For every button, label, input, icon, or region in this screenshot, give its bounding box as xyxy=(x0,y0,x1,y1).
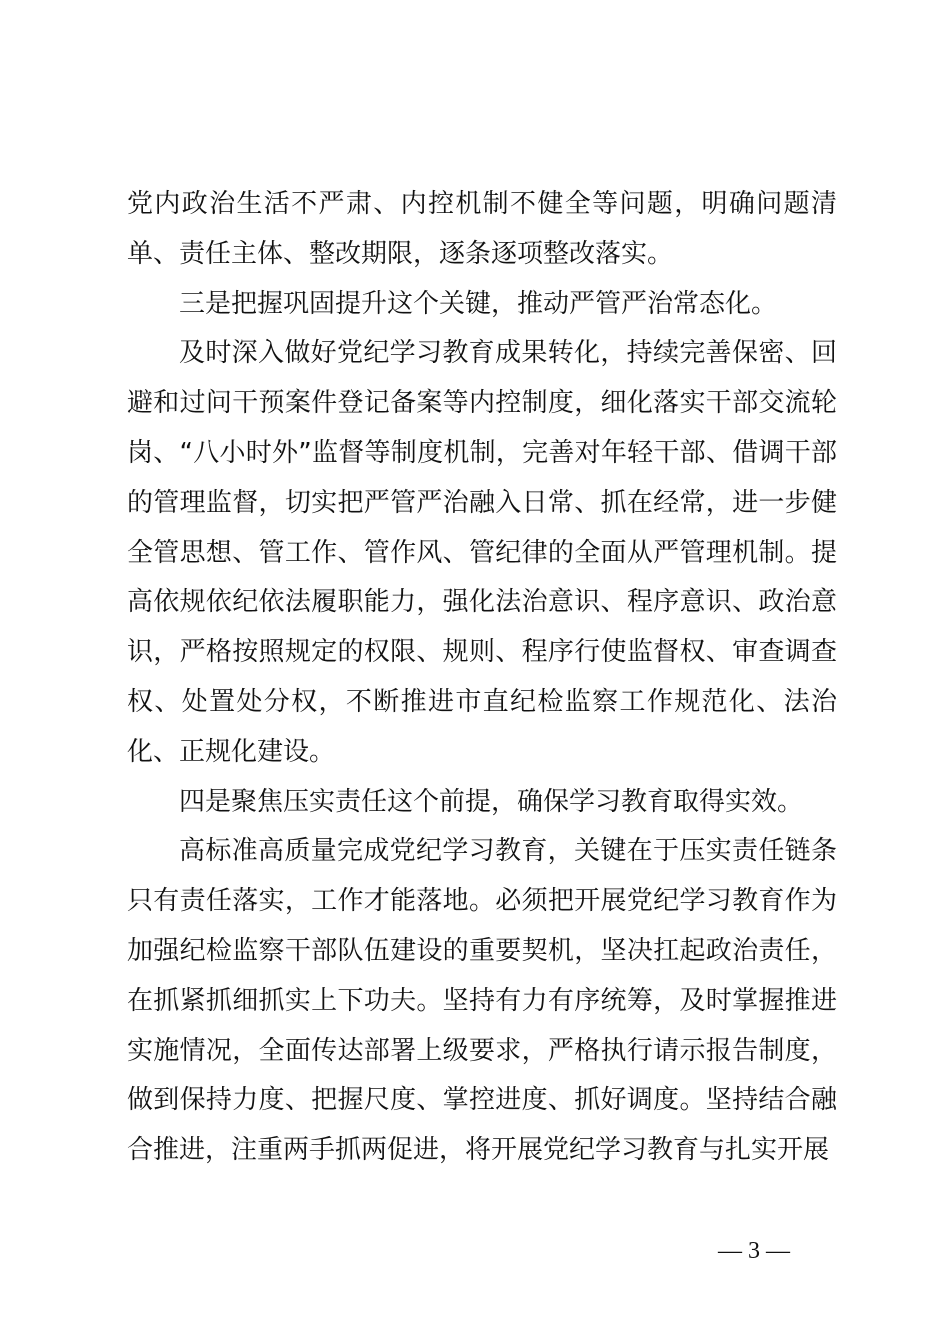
paragraph-continued: 党内政治生活不严肃、内控机制不健全等问题，明确问题清单、责任主体、整改期限，逐条逐项整改落实。 xyxy=(127,189,837,269)
body-text xyxy=(127,180,837,1176)
heading-point-three: 三是把握巩固提升这个关键，推动严管严治常态化。 xyxy=(179,288,778,319)
page-number: — 3 — xyxy=(718,1238,790,1264)
paragraph-point-three-body: 及时深入做好党纪学习教育成果转化，持续完善保密、回避和过问干预案件登记备案等内控制度，细化落实干部交流轮岗、“八小时外”监督等制度机制，完善对年轻干部、借调干部的管理监督，切实把严管严治融入日常、抓在经常，进一步健全管思想、管工作、管作风、管纪律的全面从严管理机制。提高依规依纪依法履职能力，强化法治意识、程序意识、政治意识，严格按照规定的权限、规则、程序行使监督权、审查调查权、处置处分权，不断推进市直纪检监察工作规范化、法治化、正规化建设。 xyxy=(127,338,837,767)
paragraph-point-four-body: 高标准高质量完成党纪学习教育，关键在于压实责任链条只有责任落实，工作才能落地。必须把开展党纪学习教育作为加强纪检监察干部队伍建设的重要契机，坚决扛起政治责任，在抓紧抓细抓实上下功夫。坚持有力有序统筹，及时掌握推进实施情况，全面传达部署上级要求，严格执行请示报告制度，做到保持力度、把握尺度、掌控进度、抓好调度。坚持结合融合推进，注重两手抓两促进，将开展党纪学习教育与扎实开展 xyxy=(127,836,837,1166)
heading-point-four: 四是聚焦压实责任这个前提，确保学习教育取得实效。 xyxy=(179,786,804,817)
